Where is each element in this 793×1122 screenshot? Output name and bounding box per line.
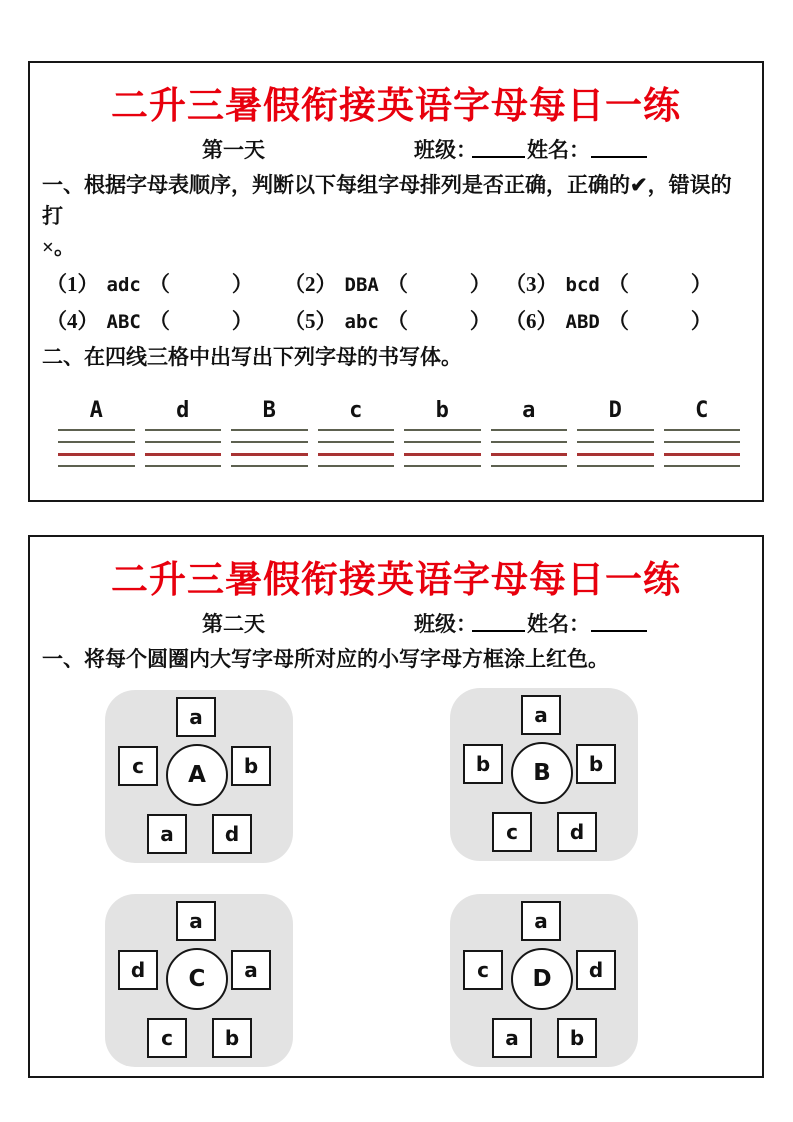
day-label: 第二天: [202, 612, 265, 636]
writing-grid-segment[interactable]: [664, 429, 741, 467]
letter-panel-a: [105, 690, 293, 863]
grid-line: [318, 441, 395, 443]
letter-box[interactable]: d: [557, 812, 597, 852]
judge-item-6: [505, 308, 762, 336]
letter-box[interactable]: b: [576, 744, 616, 784]
answer-paren-close: ）: [690, 272, 712, 296]
four-line-writing-grid: [58, 429, 740, 467]
writing-grid-segment[interactable]: [577, 429, 654, 467]
grid-line: [577, 465, 654, 467]
grid-line: [404, 429, 481, 431]
judge-item-1: [46, 271, 284, 299]
judge-item-4: [46, 308, 284, 336]
item-letters: ABC: [106, 311, 141, 333]
grid-line: [318, 429, 395, 431]
worksheet-title: 二升三暑假衔接英语字母每日一练: [111, 560, 681, 601]
grid-line: [231, 429, 308, 431]
writing-grid-segment[interactable]: [318, 429, 395, 467]
name-label: 姓名：: [527, 138, 590, 162]
writing-grid-segment[interactable]: [145, 429, 222, 467]
capital-letter-circle: B: [511, 742, 573, 804]
judge-item-2: [284, 271, 505, 299]
capital-letter-circle: D: [511, 948, 573, 1010]
class-blank[interactable]: [472, 134, 525, 158]
letter-box[interactable]: b: [231, 746, 271, 786]
class-label: 班级：: [414, 612, 477, 636]
trace-letter: A: [89, 398, 103, 423]
item-number: （2）: [284, 272, 337, 296]
name-label: 姓名：: [527, 612, 590, 636]
letter-panel-b: [450, 688, 638, 861]
grid-baseline: [318, 453, 395, 456]
class-label: 班级：: [414, 138, 477, 162]
item-number: （1）: [46, 272, 99, 296]
answer-paren-open: （: [148, 272, 170, 296]
writing-grid-segment[interactable]: [404, 429, 481, 467]
letter-box[interactable]: d: [212, 814, 252, 854]
trace-letter: B: [262, 398, 276, 423]
item-letters: adc: [106, 274, 141, 296]
answer-paren-close: ）: [469, 309, 491, 333]
grid-line: [145, 429, 222, 431]
letter-box[interactable]: b: [557, 1018, 597, 1058]
capital-letter-circle: C: [166, 948, 228, 1010]
name-blank[interactable]: [591, 608, 647, 632]
letter-box[interactable]: b: [463, 744, 503, 784]
letter-box[interactable]: c: [492, 812, 532, 852]
item-letters: abc: [344, 311, 379, 333]
letter-box[interactable]: d: [118, 950, 158, 990]
grid-line: [577, 441, 654, 443]
trace-letter: b: [435, 398, 449, 423]
answer-paren-open: （: [607, 272, 629, 296]
writing-grid-segment[interactable]: [491, 429, 568, 467]
class-blank[interactable]: [472, 608, 525, 632]
grid-baseline: [491, 453, 568, 456]
letter-panel-d: [450, 894, 638, 1067]
section1-instruction: 一、将每个圆圈内大写字母所对应的小写字母方框涂上红色。: [42, 647, 609, 671]
judge-items-grid: [46, 271, 762, 336]
letter-box[interactable]: a: [176, 697, 216, 737]
section1-instruction-line2: ×。: [42, 235, 75, 259]
worksheet-title: 二升三暑假衔接英语字母每日一练: [111, 86, 681, 127]
grid-line: [58, 429, 135, 431]
header-row: [30, 606, 762, 638]
grid-baseline: [145, 453, 222, 456]
item-letters: bcd: [565, 274, 600, 296]
answer-paren-close: ）: [231, 272, 253, 296]
grid-baseline: [664, 453, 741, 456]
section1-instruction: [42, 170, 750, 263]
trace-letter: C: [695, 398, 709, 423]
capital-letter-circle: A: [166, 744, 228, 806]
answer-paren-open: （: [148, 309, 170, 333]
item-number: （5）: [284, 309, 337, 333]
judge-item-5: [284, 308, 505, 336]
grid-line: [664, 465, 741, 467]
letter-box[interactable]: c: [118, 746, 158, 786]
trace-letter: d: [176, 398, 190, 423]
letter-box[interactable]: c: [463, 950, 503, 990]
section2-instruction: 二、在四线三格中出写出下列字母的书写体。: [42, 345, 462, 369]
section1-instruction-line1: 一、根据字母表顺序，判断以下每组字母排列是否正确，正确的✔，错误的打: [42, 173, 732, 228]
trace-letter: a: [522, 398, 536, 423]
grid-line: [491, 465, 568, 467]
letter-panel-c: [105, 894, 293, 1067]
letter-box[interactable]: a: [176, 901, 216, 941]
worksheet-page-day1: [28, 61, 764, 502]
writing-grid-segment[interactable]: [231, 429, 308, 467]
letter-box[interactable]: d: [576, 950, 616, 990]
header-row: [30, 132, 762, 164]
grid-line: [664, 429, 741, 431]
grid-line: [318, 465, 395, 467]
trace-letter: D: [608, 398, 622, 423]
grid-line: [664, 441, 741, 443]
grid-line: [145, 441, 222, 443]
grid-baseline: [231, 453, 308, 456]
letter-box[interactable]: a: [231, 950, 271, 990]
letter-box[interactable]: a: [521, 695, 561, 735]
answer-paren-open: （: [386, 309, 408, 333]
answer-paren-open: （: [607, 309, 629, 333]
grid-baseline: [404, 453, 481, 456]
item-number: （3）: [505, 272, 558, 296]
name-blank[interactable]: [591, 134, 647, 158]
grid-baseline: [58, 453, 135, 456]
answer-paren-open: （: [386, 272, 408, 296]
trace-letter: c: [349, 398, 363, 423]
grid-line: [231, 465, 308, 467]
grid-line: [491, 441, 568, 443]
trace-letters-row: [58, 398, 740, 423]
day-label: 第一天: [202, 138, 265, 162]
item-number: （4）: [46, 309, 99, 333]
grid-line: [577, 429, 654, 431]
answer-paren-close: ）: [690, 309, 712, 333]
worksheet-page-day2: [28, 535, 764, 1078]
grid-line: [404, 465, 481, 467]
item-letters: DBA: [344, 274, 379, 296]
grid-line: [58, 465, 135, 467]
grid-line: [58, 441, 135, 443]
item-number: （6）: [505, 309, 558, 333]
letter-box[interactable]: b: [212, 1018, 252, 1058]
grid-line: [231, 441, 308, 443]
grid-line: [491, 429, 568, 431]
letter-box[interactable]: a: [521, 901, 561, 941]
grid-line: [145, 465, 222, 467]
grid-baseline: [577, 453, 654, 456]
answer-paren-close: ）: [231, 309, 253, 333]
answer-paren-close: ）: [469, 272, 491, 296]
judge-item-3: [505, 271, 762, 299]
item-letters: ABD: [565, 311, 600, 333]
letter-box[interactable]: a: [147, 814, 187, 854]
grid-line: [404, 441, 481, 443]
letter-box[interactable]: c: [147, 1018, 187, 1058]
writing-grid-segment[interactable]: [58, 429, 135, 467]
letter-box[interactable]: a: [492, 1018, 532, 1058]
